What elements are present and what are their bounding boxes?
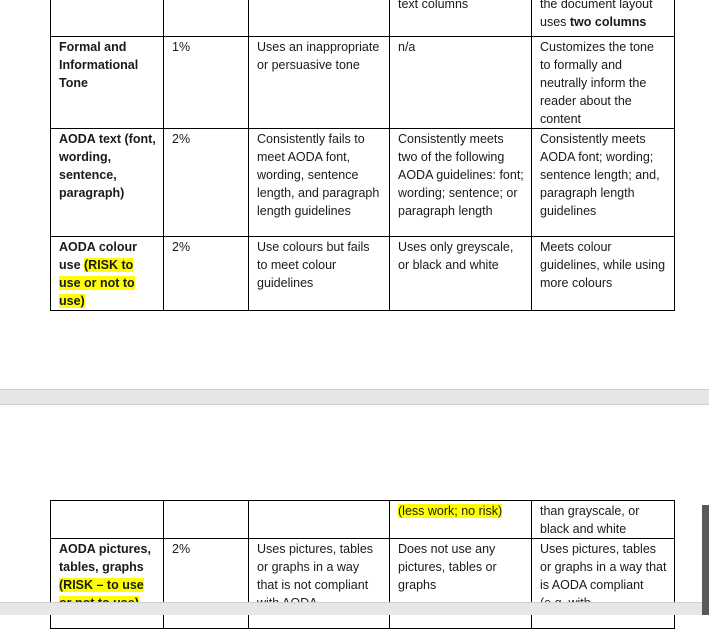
cell-text: Does not use any pictures, tables or graphs [398,542,497,592]
criterion-cell [51,37,164,129]
level-mid-cell [390,129,532,237]
cell-text: two columns [569,15,647,29]
level-mid-cell [390,0,532,37]
table-row [51,129,675,237]
cell-text: (RISK – to use [59,578,144,610]
table-row [51,0,675,37]
weight-cell [164,0,249,37]
cell-text: Consistently meets AODA font; wording; sentence length; and, paragraph length guidelines [540,132,660,218]
level-high-cell [532,501,675,539]
weight-cell [164,501,249,539]
level-mid-cell [390,37,532,129]
cell-text: (RISK to use or not to use) [59,258,135,308]
cell-text: AODA colour use [59,240,138,272]
page-break-gap [0,389,709,405]
scrollbar[interactable] [702,505,709,615]
cell-text: than grayscale, or black and white [540,504,640,536]
criterion-cell [51,237,164,311]
level-mid-cell [390,539,532,629]
window-bottom-edge [0,602,709,615]
cell-text: 1% [172,40,191,54]
level-low-cell [249,37,390,129]
level-mid-cell [390,501,532,539]
cell-text: Customizes the tone to formally and neutrally inform the reader about the content [540,40,654,126]
cell-text: Use colours but fails to meet colour guidelines [257,240,370,290]
cell-text: text columns [398,0,469,11]
cell-text: Consistently meets two of the following AODA guidelines: font; wording; sentence; or paragraph length [398,132,524,218]
criterion-cell [51,0,164,37]
cell-text: Meets colour guidelines, while using more colours [540,240,666,290]
level-high-cell [532,0,675,37]
level-mid-cell [390,237,532,311]
rubric-table-top [50,0,675,311]
cell-text: Uses only greyscale, or black and white [398,240,514,272]
weight-cell [164,37,249,129]
level-low-cell [249,129,390,237]
table-row [51,237,675,311]
criterion-cell [51,539,164,629]
cell-text: Uses an inappropriate or persuasive tone [257,40,380,72]
level-high-cell [532,237,675,311]
cell-text: AODA pictures, tables, graphs [59,542,151,574]
cell-text: Consistently fails to meet AODA font, wording, sentence length, and paragraph length guidelines [257,132,380,218]
level-low-cell [249,237,390,311]
cell-text: Uses pictures, tables or graphs in a way that is not compliant [257,542,374,592]
cell-text: 2% [172,240,191,254]
cell-text: the document layout uses [540,0,653,29]
cell-text: (less work; no risk) [398,504,503,518]
level-low-cell [249,501,390,539]
table-row [51,37,675,129]
document-page-2 [0,405,709,602]
weight-cell [164,237,249,311]
table-row [51,539,675,629]
level-high-cell [532,539,675,629]
cell-text: Uses pictures, tables or graphs in a way that is AODA compliant [540,542,667,592]
level-high-cell [532,37,675,129]
weight-cell [164,129,249,237]
table-row [51,501,675,539]
cell-text: 2% [172,132,191,146]
cell-text: AODA text (font, wording, sentence, paragraph) [59,132,156,200]
level-high-cell [532,129,675,237]
cell-text: Formal and Informational Tone [59,40,139,90]
cell-text: n/a [398,40,416,54]
criterion-cell [51,501,164,539]
level-low-cell [249,539,390,629]
criterion-cell [51,129,164,237]
level-low-cell [249,0,390,37]
weight-cell [164,539,249,629]
cell-text: 2% [172,542,191,556]
